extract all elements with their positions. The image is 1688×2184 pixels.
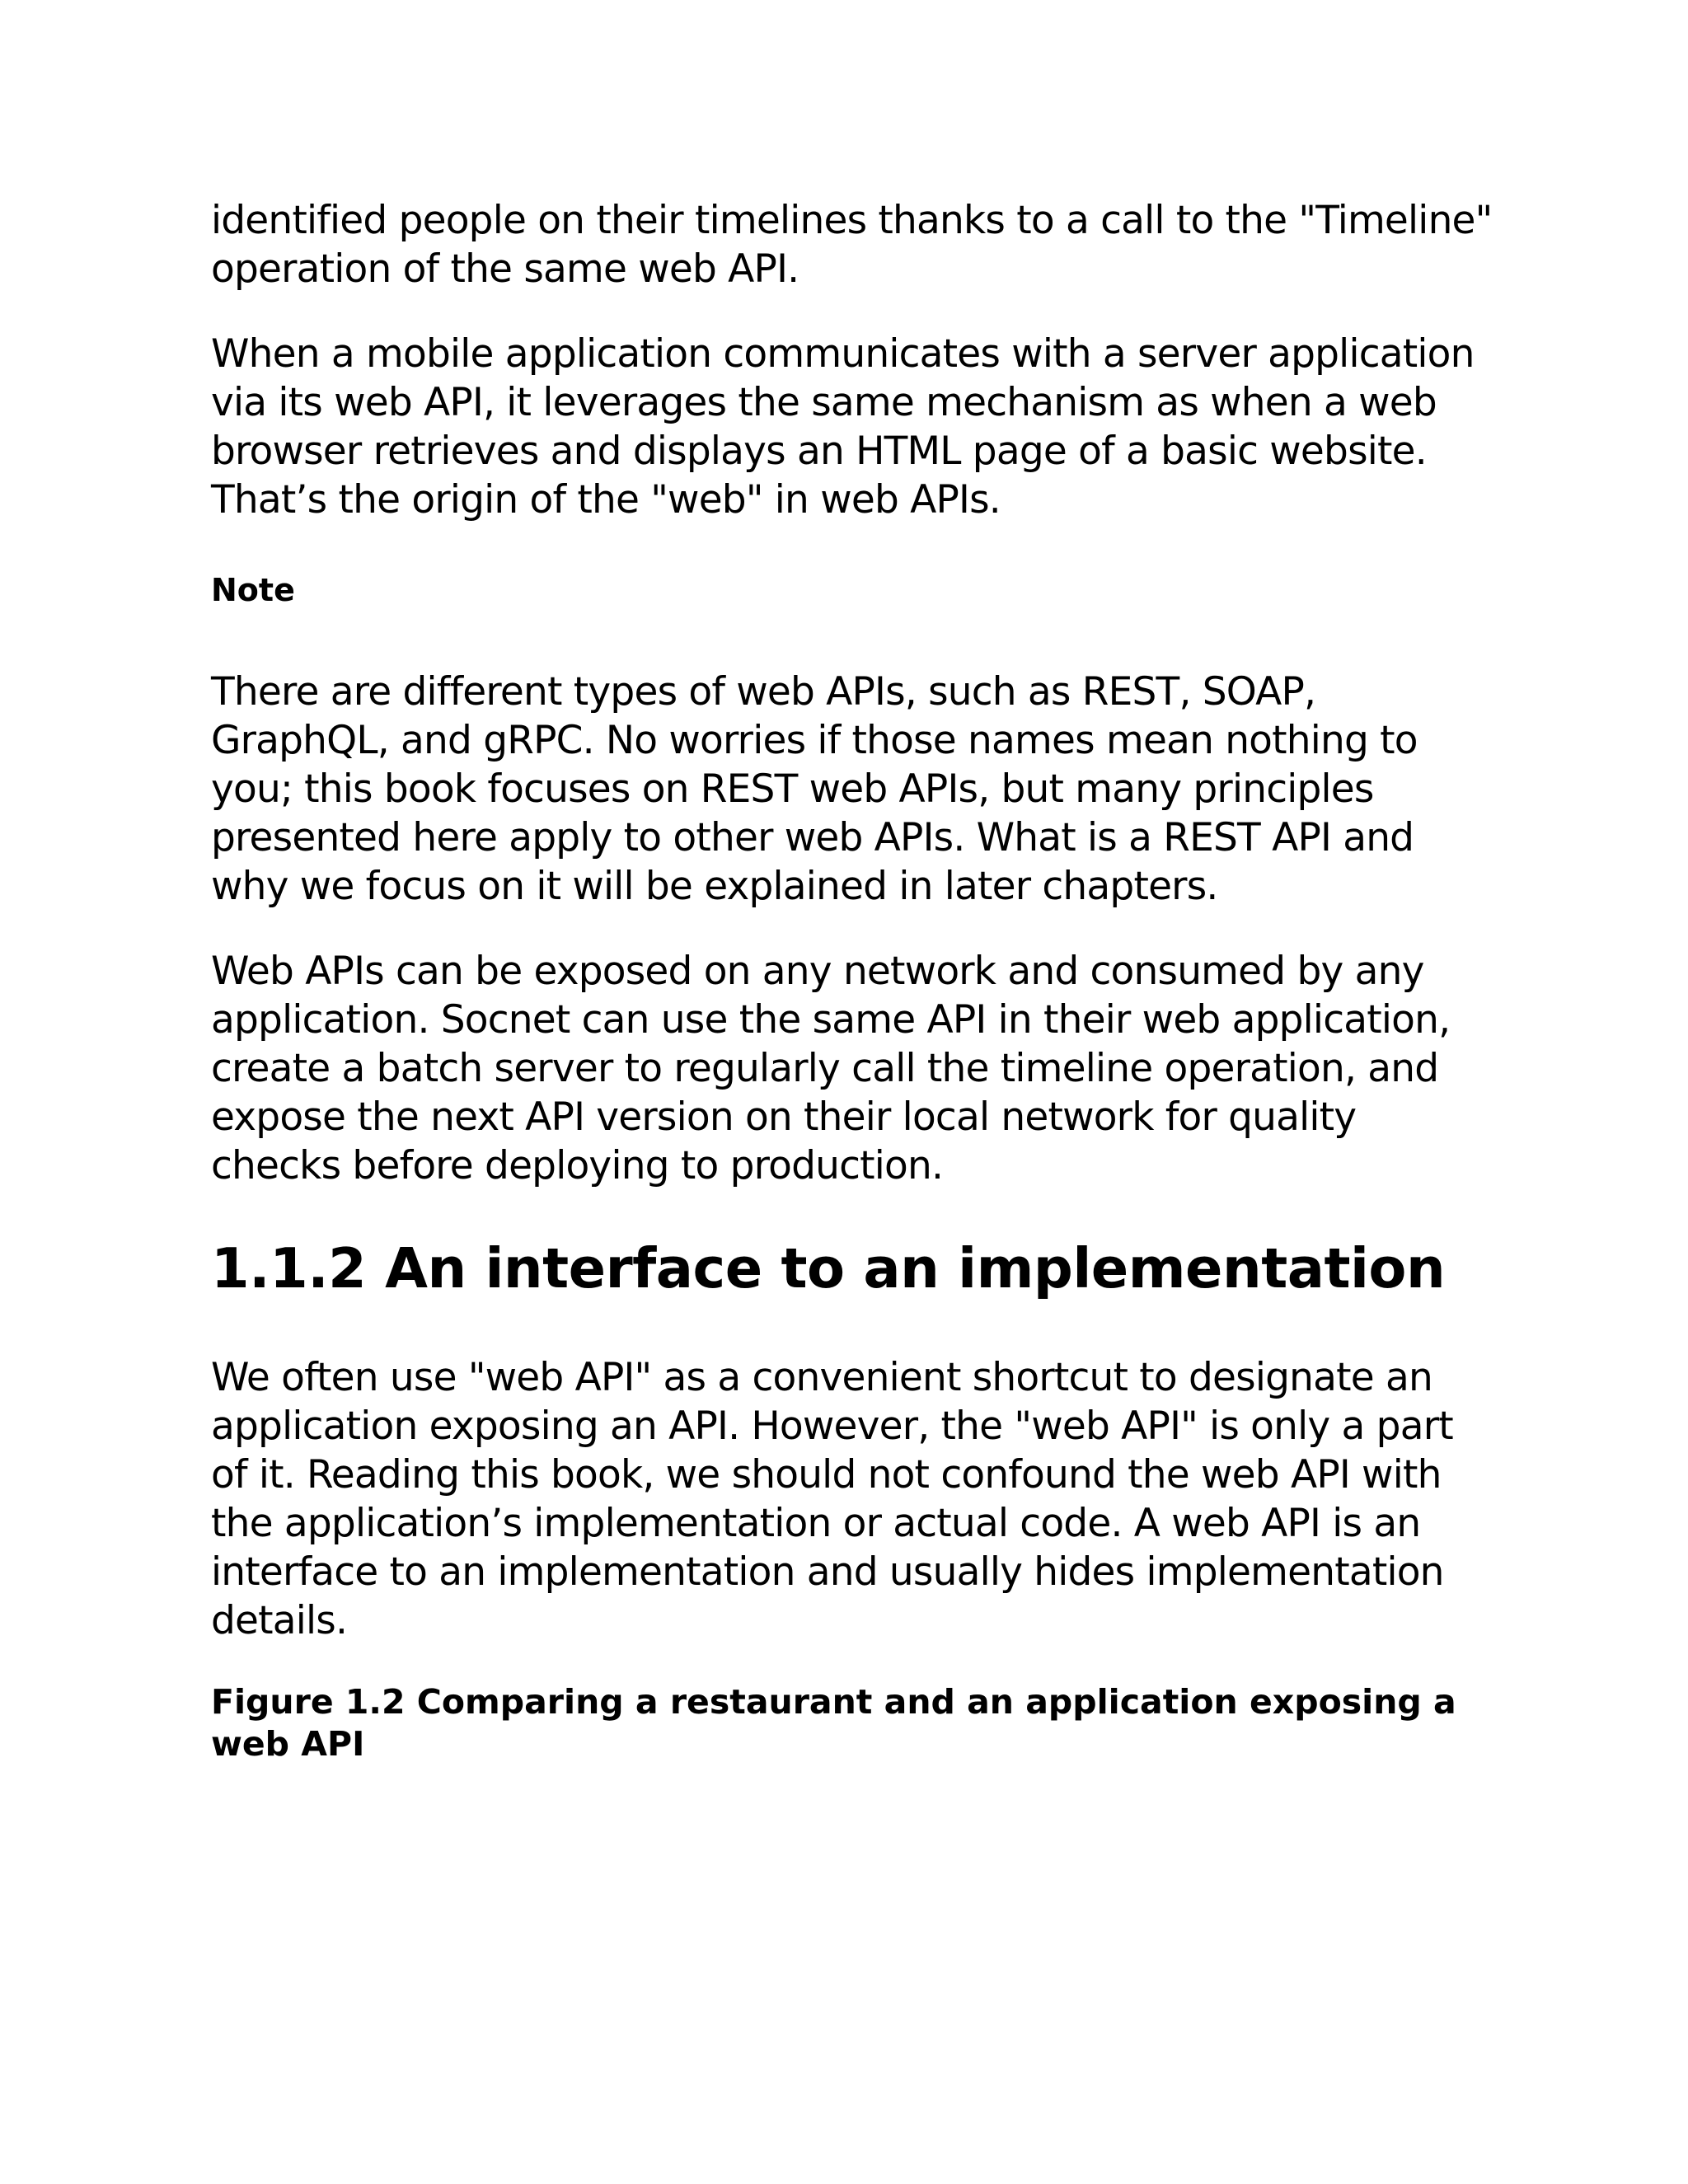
page-content	[211, 196, 1497, 1765]
note-label: Note	[211, 572, 295, 608]
paragraph-api-types-note: There are different types of web APIs, such as REST, SOAP, GraphQL, and gRPC. No worries if those names mean nothing to you; this book focuses on REST web APIs, but many principles presented here apply to other web APIs. What is a REST API and why we focus on it will be explained in later chapters.	[211, 669, 1418, 909]
paragraph-timeline-operation: identified people on their timelines thanks to a call to the "Timeline" operation of the same web API.	[211, 198, 1493, 292]
paragraph-interface-implementation: We often use "web API" as a convenient shortcut to designate an application exposing an API. However, the "web API" is only a part of it. Reading this book, we should not confound the web API with the application’s implementation or actual code. A web API is an interface to an implementation and usually hides implementation details.	[211, 1355, 1453, 1643]
paragraph-web-origin: When a mobile application communicates with a server application via its web API, it leverages the same mechanism as when a web browser retrieves and displays an HTML page of a basic website. That’s the origin of the "web" in web APIs.	[211, 331, 1475, 523]
section-heading: 1.1.2 An interface to an implementation	[211, 1236, 1446, 1301]
paragraph-network-exposure: Web APIs can be exposed on any network and consumed by any application. Socnet can use the same API in their web application, create a batch server to regularly call the timeline operation, and expose the next API version on their local network for quality checks before deploying to production.	[211, 949, 1451, 1188]
figure-caption: Figure 1.2 Comparing a restaurant and an application exposing a web API	[211, 1682, 1456, 1764]
